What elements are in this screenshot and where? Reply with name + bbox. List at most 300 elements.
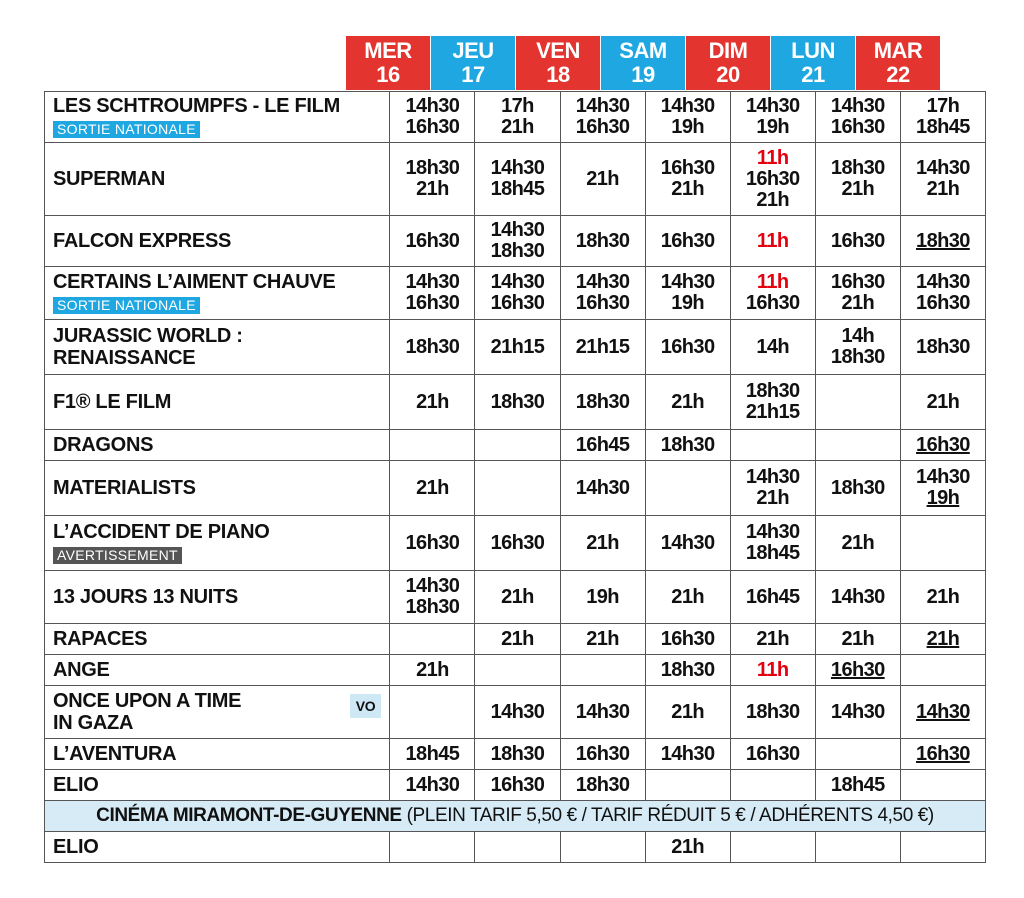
showtime-cell xyxy=(730,375,815,430)
showtime-cell xyxy=(390,571,475,624)
cinema-name: CINÉMA MIRAMONT-DE-GUYENNE xyxy=(96,805,402,826)
showtime-cell xyxy=(815,770,900,801)
day-name: SAM xyxy=(619,38,667,63)
film-title-cell xyxy=(45,571,390,624)
showtime: 11h xyxy=(756,658,789,681)
showtime-cell xyxy=(645,624,730,655)
showtime: 14h30 xyxy=(575,476,630,499)
showtime: 21h xyxy=(926,178,960,200)
film-title-cell xyxy=(45,320,390,375)
showtime-cell xyxy=(900,143,985,216)
showtime: 21h xyxy=(416,178,449,200)
day-number: 18 xyxy=(546,62,570,87)
film-title: DRAGONS xyxy=(53,434,154,456)
showtime-cell xyxy=(815,430,900,461)
day-header-sam xyxy=(601,36,685,90)
day-name: MER xyxy=(364,38,412,63)
showtime-cell xyxy=(645,320,730,375)
showtime: 17h xyxy=(501,95,534,117)
showtime-cell xyxy=(475,655,560,686)
showtime: 16h30 xyxy=(490,773,545,796)
film-title-cell xyxy=(45,832,390,863)
film-title-cell xyxy=(45,686,390,739)
film-title: ELIO xyxy=(53,836,99,858)
film-row xyxy=(45,216,986,267)
showtime: 14h30 xyxy=(575,95,630,117)
showtime: 14h30 xyxy=(490,271,545,293)
showtime: 16h30 xyxy=(405,531,460,554)
film-row xyxy=(45,430,986,461)
film-title-cell xyxy=(45,143,390,216)
showtime: 18h30 xyxy=(405,157,460,179)
film-title-cell xyxy=(45,624,390,655)
showtime-cell xyxy=(560,92,645,143)
showtime: 16h30 xyxy=(575,116,630,138)
showtime: 14h30 xyxy=(660,95,715,117)
showtime-cell xyxy=(815,461,900,516)
film-row xyxy=(45,655,986,686)
showtime-cell xyxy=(560,770,645,801)
showtime: 14h30 xyxy=(490,219,545,241)
showtime-cell xyxy=(815,655,900,686)
showtime-cell xyxy=(560,516,645,571)
showtime: 18h30 xyxy=(916,229,970,252)
showtime: 14h30 xyxy=(830,585,885,608)
showtime-cell xyxy=(560,375,645,430)
showtime: 14h30 xyxy=(830,700,885,723)
showtime-cell xyxy=(390,516,475,571)
film-title: FALCON EXPRESS xyxy=(53,230,232,252)
showtime: 19h xyxy=(586,585,619,608)
showtime: 16h30 xyxy=(830,116,885,138)
film-row xyxy=(45,320,986,375)
film-row xyxy=(45,375,986,430)
film-row xyxy=(45,92,986,143)
showtime-cell xyxy=(645,375,730,430)
showtime-cell xyxy=(390,320,475,375)
film-row xyxy=(45,686,986,739)
showtime: 21h xyxy=(756,627,790,650)
day-header-mar xyxy=(856,36,940,90)
showtime-cell xyxy=(815,92,900,143)
showtime-cell xyxy=(645,739,730,770)
showtime: 14h30 xyxy=(745,521,800,543)
film-row xyxy=(45,571,986,624)
showtime-cell xyxy=(730,92,815,143)
showtime: 21h xyxy=(841,178,875,200)
showtime: 16h30 xyxy=(660,157,715,179)
showtime-cell xyxy=(730,832,815,863)
showtime-cell xyxy=(475,216,560,267)
showtime: 14h30 xyxy=(490,157,545,179)
showtime: 16h45 xyxy=(575,433,630,456)
showtime: 16h30 xyxy=(745,167,800,190)
showtime: 21h15 xyxy=(575,335,630,358)
showtime: 18h30 xyxy=(745,380,800,402)
showtime-cell xyxy=(560,655,645,686)
showtime-cell xyxy=(815,739,900,770)
showtime-cell xyxy=(815,143,900,216)
showtime-cell xyxy=(730,461,815,516)
showtime-cell xyxy=(390,624,475,655)
showtime-cell xyxy=(815,320,900,375)
showtime-cell xyxy=(645,430,730,461)
film-title: L’ACCIDENT DE PIANO xyxy=(53,521,270,543)
showtime: 14h30 xyxy=(745,95,800,117)
showtime: 21h xyxy=(671,835,704,858)
showtime: 19h xyxy=(926,487,960,509)
showtime: 18h30 xyxy=(830,157,885,179)
showtime-cell xyxy=(730,655,815,686)
showtime-cell xyxy=(815,267,900,320)
showtime-cell xyxy=(645,267,730,320)
showtime-cell xyxy=(645,686,730,739)
showtime-cell xyxy=(815,516,900,571)
showtime-cell xyxy=(390,92,475,143)
showtime-cell xyxy=(900,92,985,143)
showtime-cell xyxy=(390,216,475,267)
showtime-cell xyxy=(815,832,900,863)
showtime: 19h xyxy=(671,116,704,138)
film-title-cell xyxy=(45,461,390,516)
showtime: 21h xyxy=(671,700,704,723)
showtime: 21h xyxy=(841,531,875,554)
showtime-cell xyxy=(560,216,645,267)
showtime: 16h30 xyxy=(830,658,885,681)
showtime-cell xyxy=(730,770,815,801)
film-title: JURASSIC WORLD : xyxy=(53,325,243,347)
film-title-cell xyxy=(45,92,390,143)
day-number: 19 xyxy=(631,62,655,87)
showtime: 18h30 xyxy=(490,240,545,262)
film-title-cell xyxy=(45,267,390,320)
showtime: 11h xyxy=(756,271,789,293)
showtime-cell xyxy=(560,571,645,624)
showtime: 21h xyxy=(586,531,619,554)
showtime: 16h30 xyxy=(660,335,715,358)
showtime: 16h30 xyxy=(745,742,800,765)
showtime: 14h30 xyxy=(916,466,970,488)
showtime: 18h45 xyxy=(830,773,885,796)
film-row xyxy=(45,832,986,863)
showtime-cell xyxy=(815,216,900,267)
showtime: 21h15 xyxy=(490,335,545,358)
film-row xyxy=(45,624,986,655)
showtime-cell xyxy=(815,686,900,739)
showtime-cell xyxy=(560,430,645,461)
release-badge: AVERTISSEMENT xyxy=(53,547,182,564)
day-header-jeu xyxy=(431,36,515,90)
showtime: 14h30 xyxy=(490,700,545,723)
film-title: L’AVENTURA xyxy=(53,743,177,765)
day-number: 20 xyxy=(716,62,740,87)
film-row xyxy=(45,461,986,516)
showtime: 14h30 xyxy=(830,95,885,117)
showtime-cell xyxy=(475,267,560,320)
showtime-cell xyxy=(645,770,730,801)
showtime-cell xyxy=(900,832,985,863)
showtime-cell xyxy=(900,461,985,516)
showtime: 21h xyxy=(501,116,534,138)
showtime-cell xyxy=(645,216,730,267)
showtime: 14h30 xyxy=(405,95,460,117)
showtime: 21h xyxy=(841,627,875,650)
showtime-cell xyxy=(390,430,475,461)
film-title-cell xyxy=(45,516,390,571)
film-row xyxy=(45,143,986,216)
showtime: 17h xyxy=(926,95,960,117)
showtime: 18h30 xyxy=(490,742,545,765)
film-title: 13 JOURS 13 NUITS xyxy=(53,586,238,608)
schedule-table xyxy=(44,91,986,863)
showtime-cell xyxy=(730,143,815,216)
day-number: 16 xyxy=(376,62,400,87)
film-title: F1® LE FILM xyxy=(53,391,172,413)
showtime: 21h15 xyxy=(745,401,800,423)
film-row xyxy=(45,267,986,320)
showtime-cell xyxy=(390,375,475,430)
showtime-cell xyxy=(730,267,815,320)
showtime-cell xyxy=(730,516,815,571)
showtime: 16h30 xyxy=(405,292,460,314)
showtime-cell xyxy=(900,624,985,655)
showtime: 21h xyxy=(501,627,534,650)
showtime: 21h xyxy=(671,585,704,608)
showtime: 18h30 xyxy=(830,346,885,368)
showtime-cell xyxy=(475,375,560,430)
showtime: 16h30 xyxy=(830,229,885,252)
day-number: 17 xyxy=(461,62,485,87)
cinema-band-row xyxy=(45,801,986,832)
showtime-cell xyxy=(475,624,560,655)
showtime: 21h xyxy=(841,292,875,314)
showtime-cell xyxy=(475,461,560,516)
showtime-cell xyxy=(730,216,815,267)
showtime: 11h xyxy=(756,229,789,252)
showtime: 21h xyxy=(501,585,534,608)
day-header-row xyxy=(346,36,941,90)
price-info: (PLEIN TARIF 5,50 € / TARIF RÉDUIT 5 € / ADHÉRENTS 4,50 €) xyxy=(401,805,934,826)
day-header-ven xyxy=(516,36,600,90)
cinema-band xyxy=(45,801,986,832)
showtime-cell xyxy=(900,375,985,430)
showtime: 16h30 xyxy=(660,229,715,252)
showtime-cell xyxy=(475,320,560,375)
day-header-mer xyxy=(346,36,430,90)
showtime: 14h xyxy=(756,335,790,358)
showtime-cell xyxy=(815,375,900,430)
showtime-cell xyxy=(560,461,645,516)
showtime: 18h30 xyxy=(575,390,630,413)
showtime-cell xyxy=(475,686,560,739)
showtime: 16h30 xyxy=(490,292,545,314)
showtime: 18h45 xyxy=(916,116,970,138)
showtime: 19h xyxy=(671,292,704,314)
showtime-cell xyxy=(730,430,815,461)
film-title: IN GAZA xyxy=(53,712,134,734)
showtime: 16h30 xyxy=(405,229,460,252)
showtime-cell xyxy=(645,92,730,143)
film-title-cell xyxy=(45,430,390,461)
showtime-cell xyxy=(560,143,645,216)
showtime: 21h xyxy=(416,658,449,681)
showtime-cell xyxy=(475,571,560,624)
showtime: 18h45 xyxy=(745,542,800,564)
day-name: MAR xyxy=(873,38,923,63)
film-title: SUPERMAN xyxy=(53,168,166,190)
release-badge: SORTIE NATIONALE xyxy=(53,297,200,314)
showtime-cell xyxy=(390,655,475,686)
showtime-cell xyxy=(475,770,560,801)
day-name: JEU xyxy=(452,38,494,63)
film-title-cell xyxy=(45,739,390,770)
film-title-cell xyxy=(45,375,390,430)
showtime: 14h xyxy=(841,325,875,347)
showtime-cell xyxy=(475,430,560,461)
showtime-cell xyxy=(560,320,645,375)
showtime: 14h30 xyxy=(916,700,970,723)
film-title-cell xyxy=(45,770,390,801)
showtime: 21h xyxy=(671,390,704,413)
film-title-cell xyxy=(45,655,390,686)
showtime-cell xyxy=(475,516,560,571)
showtime-cell xyxy=(390,832,475,863)
release-badge: SORTIE NATIONALE xyxy=(53,121,200,138)
showtime-cell xyxy=(645,516,730,571)
showtime: 18h30 xyxy=(916,335,970,358)
showtime-cell xyxy=(900,770,985,801)
day-name: VEN xyxy=(536,38,580,63)
showtime: 16h30 xyxy=(660,627,715,650)
showtime: 16h30 xyxy=(745,292,800,314)
day-name: DIM xyxy=(708,38,748,63)
showtime: 16h30 xyxy=(575,292,630,314)
film-title: RAPACES xyxy=(53,628,148,650)
showtime: 18h30 xyxy=(830,476,885,499)
film-title: ELIO xyxy=(53,774,99,796)
showtime: 11h xyxy=(756,146,789,169)
film-row xyxy=(45,739,986,770)
showtime-cell xyxy=(560,624,645,655)
showtime-cell xyxy=(390,686,475,739)
showtime: 21h xyxy=(586,627,619,650)
showtime: 18h45 xyxy=(405,742,460,765)
day-name: LUN xyxy=(791,38,835,63)
film-title: ONCE UPON A TIME xyxy=(53,690,242,712)
showtime: 18h30 xyxy=(660,433,715,456)
showtime-cell xyxy=(730,624,815,655)
showtime: 19h xyxy=(756,116,790,138)
showtime-cell xyxy=(815,571,900,624)
showtime: 14h30 xyxy=(405,773,460,796)
showtime-cell xyxy=(390,143,475,216)
showtime-cell xyxy=(560,267,645,320)
showtime-cell xyxy=(730,571,815,624)
showtime-cell xyxy=(390,461,475,516)
showtime: 16h30 xyxy=(830,271,885,293)
showtime: 16h30 xyxy=(575,742,630,765)
showtime: 18h30 xyxy=(490,390,545,413)
film-title: CERTAINS L’AIMENT CHAUVE xyxy=(53,271,336,293)
showtime-cell xyxy=(900,516,985,571)
showtime: 18h30 xyxy=(575,229,630,252)
showtime: 21h xyxy=(416,390,449,413)
showtime: 16h45 xyxy=(745,585,800,608)
showtime: 18h45 xyxy=(490,178,545,200)
day-number: 22 xyxy=(886,62,910,87)
showtime: 14h30 xyxy=(745,466,800,488)
day-header-lun xyxy=(771,36,855,90)
showtime: 18h30 xyxy=(405,335,460,358)
showtime: 18h30 xyxy=(575,773,630,796)
showtime-cell xyxy=(560,686,645,739)
showtime-cell xyxy=(900,686,985,739)
showtime: 16h30 xyxy=(916,742,970,765)
showtime-cell xyxy=(730,320,815,375)
film-title: RENAISSANCE xyxy=(53,347,196,369)
showtime-cell xyxy=(730,739,815,770)
showtime: 18h30 xyxy=(405,596,460,618)
film-row xyxy=(45,516,986,571)
showtime: 14h30 xyxy=(660,271,715,293)
showtime-cell xyxy=(560,739,645,770)
showtime-cell xyxy=(560,832,645,863)
showtime: 14h30 xyxy=(660,742,715,765)
showtime-cell xyxy=(645,143,730,216)
showtime: 16h30 xyxy=(916,433,970,456)
film-title-cell xyxy=(45,216,390,267)
showtime-cell xyxy=(645,655,730,686)
showtime-cell xyxy=(475,143,560,216)
showtime-cell xyxy=(475,832,560,863)
showtime: 21h xyxy=(756,487,790,509)
film-title: LES SCHTROUMPFS - LE FILM xyxy=(53,95,340,117)
showtime: 21h xyxy=(671,178,704,200)
showtime: 21h xyxy=(926,627,960,650)
film-title: MATERIALISTS xyxy=(53,477,196,499)
showtime: 14h30 xyxy=(405,575,460,597)
showtime-cell xyxy=(390,267,475,320)
showtime: 14h30 xyxy=(916,157,970,179)
showtime-cell xyxy=(730,686,815,739)
showtime-cell xyxy=(900,430,985,461)
showtime: 21h xyxy=(756,188,790,211)
showtime-cell xyxy=(815,624,900,655)
showtime: 21h xyxy=(586,167,619,190)
showtime: 14h30 xyxy=(660,531,715,554)
showtime-cell xyxy=(900,655,985,686)
showtime-cell xyxy=(475,739,560,770)
showtime: 16h30 xyxy=(916,292,970,314)
film-title: ANGE xyxy=(53,659,110,681)
vo-badge: VO xyxy=(350,694,382,718)
showtime-cell xyxy=(390,770,475,801)
showtime: 18h30 xyxy=(745,700,800,723)
showtime: 21h xyxy=(926,390,960,413)
showtime: 14h30 xyxy=(575,700,630,723)
showtime-cell xyxy=(900,267,985,320)
showtime: 18h30 xyxy=(660,658,715,681)
showtime-cell xyxy=(645,461,730,516)
showtime: 14h30 xyxy=(575,271,630,293)
showtime-cell xyxy=(390,739,475,770)
showtime-cell xyxy=(900,571,985,624)
showtime-cell xyxy=(900,216,985,267)
showtime: 21h xyxy=(926,585,960,608)
showtime-cell xyxy=(900,320,985,375)
showtime-cell xyxy=(645,571,730,624)
day-header-dim xyxy=(686,36,770,90)
